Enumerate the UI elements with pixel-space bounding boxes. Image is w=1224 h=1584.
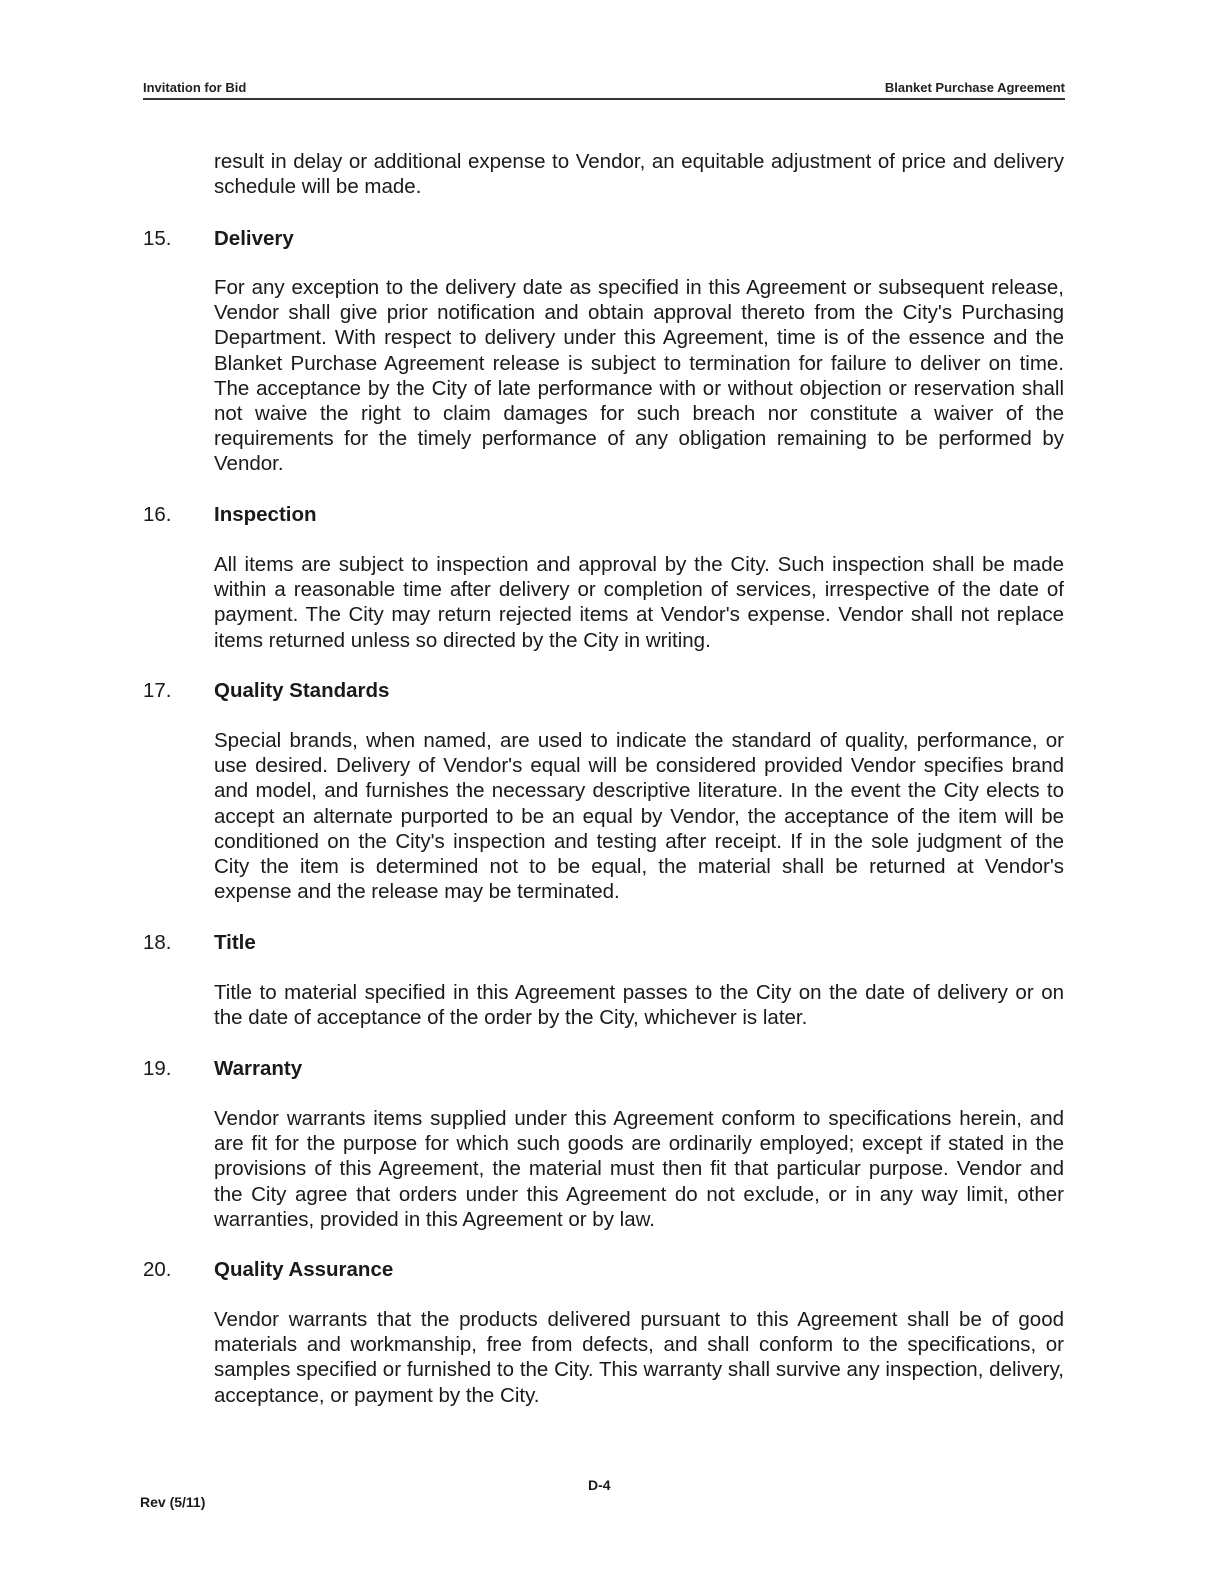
- section-body: Title to material specified in this Agreement passes to the City on the date of delivery or on the date of acceptance of the order by the City, whichever is later.: [214, 981, 1064, 1030]
- footer-revision: Rev (5/11): [140, 1494, 206, 1510]
- section-body: Vendor warrants that the products delivered pursuant to this Agreement shall be of good materials and workmanship, free from defects, and shall conform to the specifications, or samples specified or furnished to the City. This warranty shall survive any inspection, delivery, acceptance, or payment by the City.: [214, 1308, 1064, 1407]
- section-title: Quality Assurance: [214, 1258, 394, 1281]
- section-title: Delivery: [214, 227, 294, 250]
- page-header: [143, 78, 1065, 100]
- section-body: All items are subject to inspection and approval by the City. Such inspection shall be made within a reasonable time after delivery or completion of services, irrespective of the date of payment. The City may return rejected items at Vendor's expense. Vendor shall not replace items returned unless so directed by the City in writing.: [214, 553, 1064, 652]
- section-title: Warranty: [214, 1057, 303, 1080]
- section-number: 17.: [143, 679, 172, 702]
- section-body: Vendor warrants items supplied under this Agreement conform to specifications herein, and are fit for the purpose for which such goods are ordinarily employed; except if stated in the provisions of this Agreement, the material must then fit that particular purpose. Vendor and the City agree that orders under this Agreement do not exclude, or in any way limit, other warranties, provided in this Agreement or by law.: [214, 1107, 1064, 1231]
- header-left-text: Invitation for Bid: [143, 80, 247, 95]
- section-body: Special brands, when named, are used to indicate the standard of quality, performance, or use desired. Delivery of Vendor's equal will be considered provided Vendor specifies brand and model, and furnishes the necessary descriptive literature. In the event the City elects to accept an alternate purported to be an equal by Vendor, the acceptance of the item will be conditioned on the City's inspection and testing after receipt. If in the sole judgment of the City the item is determined not to be equal, the material shall be returned at Vendor's expense and the release may be terminated.: [214, 729, 1064, 904]
- intro-paragraph: result in delay or additional expense to Vendor, an equitable adjustment of price and delivery schedule will be made.: [214, 150, 1064, 199]
- section-number: 18.: [143, 931, 172, 954]
- section-number: 16.: [143, 503, 172, 526]
- section-number: 15.: [143, 227, 172, 250]
- section-title: Quality Standards: [214, 679, 390, 702]
- section-body: For any exception to the delivery date as specified in this Agreement or subsequent release, Vendor shall give prior notification and obtain approval thereto from the City's Purchasing Department. With respect to delivery under this Agreement, time is of the essence and the Blanket Purchase Agreement release is subject to termination for failure to deliver on time. The acceptance by the City of late performance with or without objection or reservation shall not waive the right to claim damages for such breach nor constitute a waiver of the requirements for the timely performance of any obligation remaining to be performed by Vendor.: [214, 276, 1064, 476]
- header-right-text: Blanket Purchase Agreement: [884, 80, 1065, 95]
- page-number: D-4: [588, 1477, 611, 1493]
- section-number: 19.: [143, 1057, 172, 1080]
- section-title: Title: [214, 931, 256, 954]
- section-title: Inspection: [214, 503, 317, 526]
- section-number: 20.: [143, 1258, 172, 1281]
